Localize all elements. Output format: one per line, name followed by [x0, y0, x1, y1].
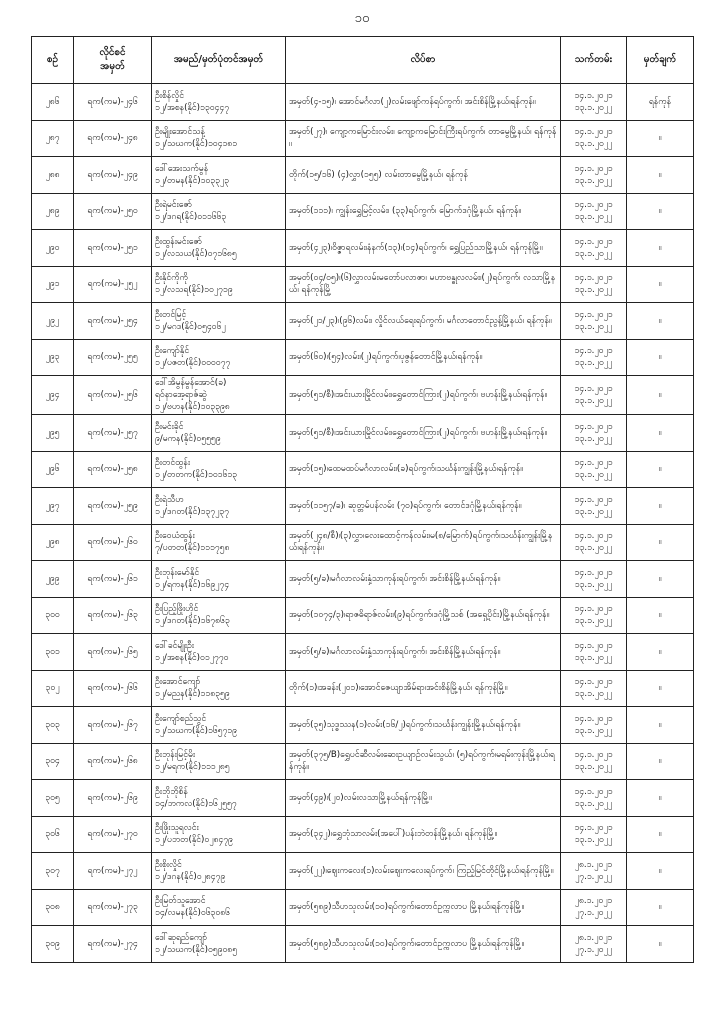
validity-cell [561, 303, 627, 340]
holder-nrc: ၇/ပတတ(နိုင်)၁၁၁၇၅၈ [155, 543, 230, 554]
validity-cell [561, 415, 627, 452]
header-address: လိပ်စာ [286, 37, 561, 84]
holder-nrc: ၁၂/ဒဂတ(နိုင်)၁၆၇၈၆၃ [155, 616, 230, 627]
license-number: ရက(ကမ)-၂၅၆ [74, 376, 152, 415]
table-row [32, 561, 694, 598]
address-text: အမှတ်(၁၅)၊ထေမထပ်မင်္ဂလာလမ်း၊(ခ)ရပ်ကွက်၊သင်္ဃန်းကျွန်းမြို့နယ်၊ရန်ကုန်။ [289, 464, 523, 475]
address-text: အမှတ်(၃၇၅/B)ရွှေပင်ဆီလမ်းဆေးဥယျာဉ်လမ်းသွယ်၊ (၅)ရပ်ကွက်၊မရမ်းကုန်းမြို့နယ်၊ရန်ကုန်။ [289, 750, 555, 773]
validity-cell [561, 524, 627, 561]
address-cell [286, 193, 561, 230]
holder-name: ဦးမင်းခိုင် [155, 421, 184, 432]
valid-from: ၁၄.၁.၂၀၂၁ [574, 346, 613, 357]
table-row [32, 707, 694, 744]
holder-cell [152, 451, 286, 488]
remark: ။ [627, 415, 694, 452]
license-number: ရက(ကမ)-၂၇၀ [74, 816, 152, 853]
holder-nrc: ၁၂/သဃက(နိုင်)၀၅၉၀၈၅ [155, 944, 238, 955]
address-text: အမှတ်(၁၁၅၇/ခ)၊ ဆုတ္တမ်ပန်လမ်း (၇၀)ရပ်ကွက်၊ တောင်ဒဂုံမြို့နယ်၊ရန်ကုန်။ [289, 500, 522, 511]
validity-cell [561, 816, 627, 853]
valid-from: ၁၄.၁.၂၀၂၁ [574, 421, 613, 432]
remark: ။ [627, 561, 694, 598]
table-row [32, 889, 694, 926]
valid-from: ၂၈.၁.၂၀၂၁ [574, 859, 613, 870]
address-cell [286, 853, 561, 890]
holder-name: ဦးတင်မြင့် [155, 309, 187, 320]
license-number: ရက(ကမ)-၂၅၈ [74, 451, 152, 488]
holder-nrc: ၉/မကန(နိုင်)၀၅၅၅၉ [155, 433, 221, 444]
address-text: အမှတ်(၅၈၉)သီဟသုလမ်း(၁၀)ရပ်ကွက်၊တောင်ဥက္ကလာပ မြို့နယ်၊ရန်ကုန်မြို့။ [289, 902, 525, 913]
remark: ။ [627, 193, 694, 230]
valid-from: ၁၄.၁.၂၀၂၁ [574, 750, 613, 761]
holder-cell [152, 339, 286, 376]
row-no: ၂၉၂ [32, 303, 74, 340]
row-no: ၃၀၉ [32, 926, 74, 963]
holder-nrc: ၁၂/ဒဂန(နိုင်)၀၂၈၄၇၉ [155, 871, 226, 882]
license-number: ရက(ကမ)-၂၅၂ [74, 266, 152, 303]
row-no: ၂၉၅ [32, 415, 74, 452]
table-row [32, 816, 694, 853]
address-cell [286, 120, 561, 157]
valid-from: ၁၄.၁.၂၀၂၁ [574, 309, 613, 320]
holder-nrc: ၁၂/လသယ(နိုင်)၀၇၁၆၈၅ [155, 248, 237, 259]
address-text: အမှတ်(၃၅)သုဒ္ဓဿန(၁)လမ်း(၁၆/၂)ရပ်ကွက်၊သင်္ဃန်းကျွန်းမြို့နယ်၊ရန်ကုန်။ [289, 719, 521, 730]
address-text: အမှတ်(၄၉)၊(၂၀)လမ်းလသာမြို့နယ်ရန်ကုန်မြို့။ [289, 792, 432, 803]
address-text: အမှတ်(၂၇)၊ ကျော့ကမြောင်းလမ်း၊ ကျော့ကမြောင်းကြီးရပ်ကွက်၊ တာမွေမြို့နယ်၊ ရန်ကုန်။ [289, 127, 557, 150]
valid-from: ၁၄.၁.၂၀၂၁ [574, 236, 613, 247]
row-no: ၂၈၆ [32, 84, 74, 121]
valid-from: ၁၄.၁.၂၀၂၁ [574, 273, 613, 284]
holder-cell [152, 266, 286, 303]
license-number: ရက(ကမ)-၂၅၁ [74, 230, 152, 267]
valid-to: ၁၃.၁.၂၀၂၂ [574, 543, 613, 554]
valid-to: ၁၃.၁.၂၀၂၂ [574, 762, 613, 773]
license-number: ရက(ကမ)-၂၆၆ [74, 670, 152, 707]
address-text: တိုက်(၁)၊အခန်း(၂၀၁)၊အောင်ဇေယျာအိမ်ရာ၊အင်းစိန်မြို့နယ်၊ ရန်ကုန်မြို့။ [289, 683, 508, 694]
holder-name: ဦးတင်ထွန်း [155, 458, 191, 469]
holder-name: ဦးရဲသီဟ [155, 494, 184, 505]
holder-name: ဦးအောင်ကျော် [155, 677, 201, 688]
valid-to: ၁၃.၁.၂၀၂၂ [574, 506, 613, 517]
validity-cell [561, 561, 627, 598]
address-text: အမှတ်(၁၀၇၄/၃)၊ရာဇဓိရာဇ်လမ်း၊(၉)ရပ်ကွက်၊ဒဂုံမြို့သစ် (အရှေ့ပိုင်း)မြို့နယ်၊ရန်ကုန်။ [289, 610, 550, 621]
holder-nrc: ၁၂/အစန(နိုင်)၁၃၀၄၄၇ [155, 102, 230, 113]
address-text: အမှတ်(၅/ခ)၊မင်္ဂလာလမ်းနှံ့သာကုန်းရပ်ကွက်၊ အင်းစိန်မြို့နယ်၊ရန်ကုန်။ [289, 646, 501, 657]
holder-name: ဦးနိုင်ကိုကို [155, 273, 188, 284]
row-no: ၃၀၁ [32, 634, 74, 671]
holder-name: ဦးမြတ်သူအောင် [155, 896, 206, 907]
valid-to: ၁၃.၁.၂၀၂၂ [574, 285, 613, 296]
row-no: ၂၉၆ [32, 451, 74, 488]
holder-cell [152, 707, 286, 744]
valid-from: ၂၈.၁.၂၀၂၁ [574, 896, 613, 907]
holder-cell [152, 193, 286, 230]
table-row [32, 230, 694, 267]
valid-to: ၁၃.၁.၂၀၂၂ [574, 321, 613, 332]
row-no: ၂၈၇ [32, 120, 74, 157]
validity-cell [561, 230, 627, 267]
holder-nrc: ၁၂/မညန(နိုင်)၁၁၈၃၅၉ [155, 689, 230, 700]
valid-from: ၁၄.၁.၂၀၂၁ [574, 567, 613, 578]
holder-cell [152, 597, 286, 634]
table-row [32, 266, 694, 303]
holder-cell [152, 561, 286, 598]
validity-cell [561, 853, 627, 890]
row-no: ၃၀၂ [32, 670, 74, 707]
valid-from: ၁၄.၁.၂၀၂၁ [574, 713, 613, 724]
holder-nrc: ၁၂/လသရ(နိုင်)၁၀၂၇၁၉ [155, 285, 233, 296]
holder-cell [152, 376, 286, 415]
address-text: အမှတ်(၄-၁၅)၊ အောင်မင်္ဂလာ(၂)လမ်းဖျော်ကန်ရပ်ကွက်၊ အင်းစိန်မြို့နယ်၊ရန်ကုန်။ [289, 96, 536, 107]
validity-cell [561, 707, 627, 744]
valid-to: ၁၃.၁.၂၀၂၂ [574, 139, 613, 150]
address-cell [286, 157, 561, 194]
holder-nrc: ၁၂/တမန(နိုင်)၁၀၃၃၂၃ [155, 175, 229, 186]
holder-name: ဦးစိုးလှိုင် [155, 859, 182, 870]
valid-to: ၂၇.၁.၂၀၂၂ [575, 908, 612, 919]
valid-from: ၁၄.၁.၂၀၂၁ [574, 677, 613, 688]
address-cell [286, 926, 561, 963]
remark: ။ [627, 303, 694, 340]
holder-cell [152, 670, 286, 707]
valid-from: ၂၈.၁.၂၀၂၁ [574, 932, 613, 943]
holder-cell [152, 926, 286, 963]
table-row [32, 926, 694, 963]
table-row [32, 670, 694, 707]
valid-from: ၁၄.၁.၂၀၂၁ [574, 531, 613, 542]
license-number: ရက(ကမ)-၂၆၉ [74, 780, 152, 817]
address-cell [286, 670, 561, 707]
valid-from: ၁၄.၁.၂၀၂၁ [574, 786, 613, 797]
header-remarks: မှတ်ချက် [627, 37, 694, 84]
address-text: တိုက်(၁၅/၁၆) (၄)လွှာ(၁၅၅) လမ်းတာမွေမြို့နယ်၊ ရန်ကုန် [289, 169, 468, 180]
holder-nrc: ၁၂/ရကန(နိုင်)၁၆၉၂၇၄ [155, 579, 230, 590]
address-cell [286, 339, 561, 376]
row-no: ၂၉၃ [32, 339, 74, 376]
valid-to: ၁၃.၁.၂၀၂၂ [574, 470, 613, 481]
address-text: အမှတ်(၂၁/၂၃)၊(၉၆)လမ်း၊ လှိုင်လယ်ရေးရပ်ကွက်၊ မင်္ဂလာတောင်ညွန့်မြို့နယ်၊ ရန်ကုန်။ [289, 315, 552, 326]
holder-name: ဦးရဲမင်းဇော် [155, 200, 193, 211]
holder-nrc: ၁၂/ပဇတ(နိုင်)၀၀၀၀၇၇ [155, 358, 231, 369]
remark: ။ [627, 816, 694, 853]
validity-cell [561, 926, 627, 963]
license-number: ရက(ကမ)-၂၄၈ [74, 120, 152, 157]
table-row [32, 853, 694, 890]
address-cell [286, 707, 561, 744]
table-row [32, 597, 694, 634]
remark: ။ [627, 780, 694, 817]
address-cell [286, 488, 561, 525]
validity-cell [561, 120, 627, 157]
address-text: အမှတ်(၀၄/၀၅)၊(၆)လွှာလမ်းမတော်ပလာဇာ၊ မဟာဗန္ဓုလလမ်း၊(၂)ရပ်ကွက်၊ လသာမြို့နယ်၊ ရန်ကုန်မြို့ [289, 273, 556, 296]
valid-to: ၁၃.၁.၂၀၂၂ [574, 652, 613, 663]
remark: ။ [627, 743, 694, 780]
holder-cell [152, 120, 286, 157]
valid-to: ၁၃.၁.၂၀၂၂ [574, 358, 613, 369]
table-row [32, 743, 694, 780]
address-cell [286, 303, 561, 340]
table-row [32, 634, 694, 671]
table-row [32, 193, 694, 230]
validity-cell [561, 634, 627, 671]
license-number: ရက(ကမ)-၂၇၄ [74, 926, 152, 963]
holder-name: ဦးကျော်စည်သွင် [155, 713, 207, 724]
address-cell [286, 376, 561, 415]
holder-name: ဦးဘိုဘိုစိန် [155, 786, 188, 797]
row-no: ၂၉၇ [32, 488, 74, 525]
address-text: အမှတ်(၅/ခ)၊မင်္ဂလာလမ်းနှံ့သာကုန်းရပ်ကွက်၊ အင်းစိန်မြို့နယ်၊ရန်ကုန်။ [289, 573, 501, 584]
address-cell [286, 743, 561, 780]
valid-from: ၁၄.၁.၂၀၂၁ [574, 604, 613, 615]
holder-nrc: ၁၂/အစန(နိုင်)၀၁၂၇၇၀ [155, 652, 229, 663]
valid-from: ၁၄.၁.၂၀၂၁ [574, 494, 613, 505]
valid-from: ၁၄.၁.၂၀၂၁ [574, 163, 613, 174]
valid-to: ၁၃.၁.၂၀၂၂ [574, 798, 613, 809]
holder-name: ဒေါ်ဆုရည်ကျော် [155, 932, 208, 943]
table-row [32, 488, 694, 525]
remark: ။ [627, 230, 694, 267]
validity-cell [561, 597, 627, 634]
remark: ။ [627, 524, 694, 561]
address-cell [286, 524, 561, 561]
holder-name: ဒေါ်ခင်မျိုးဦး [155, 640, 194, 651]
row-no: ၃၀၀ [32, 597, 74, 634]
header-name: အမည်/မှတ်ပုံတင်အမှတ် [152, 37, 286, 84]
remark: ။ [627, 120, 694, 157]
license-number: ရက(ကမ)-၂၄၉ [74, 157, 152, 194]
row-no: ၂၈၉ [32, 193, 74, 230]
remark: ရန်ကုန် [627, 84, 694, 121]
remark: ။ [627, 339, 694, 376]
holder-nrc: ၁၂/တတက(နိုင်)၁၀၁၆၁၃ [155, 470, 238, 481]
row-no: ၃၀၃ [32, 707, 74, 744]
valid-to: ၁၃.၁.၂၀၂၂ [574, 725, 613, 736]
table-row [32, 376, 694, 415]
remark: ။ [627, 926, 694, 963]
address-text: အမှတ်(၅၁/စီ)၊အင်းယားမြိုင်လမ်း၊ရွှေတောင်ကြား(၂)ရပ်ကွက်၊ ဗဟန်းမြို့နယ်၊ရန်ကုန်။ [289, 427, 548, 438]
holder-name: ဦးထွန်းမင်းဇော် [155, 236, 203, 247]
validity-cell [561, 376, 627, 415]
holder-cell [152, 816, 286, 853]
holder-nrc: ၁၂/ဒဂတ(နိုင်)၁၃၇၂၃၇ [155, 506, 230, 517]
valid-to: ၁၃.၁.၂၀၂၂ [574, 212, 613, 223]
address-cell [286, 889, 561, 926]
validity-cell [561, 670, 627, 707]
holder-name: ဦးဘုန်းမော်နိုင် [155, 567, 200, 578]
holder-cell [152, 303, 286, 340]
holder-cell [152, 853, 286, 890]
holder-name: ဦးမျိုးအောင်သန့် [155, 127, 205, 138]
holder-cell [152, 415, 286, 452]
address-text: အမှတ်(၃၄၂)၊ရွှေဘုံသာလမ်း(အပေါ်)ပန်းဘဲတန်းမြို့နယ်၊ ရန်ကုန်မြို့။ [289, 829, 498, 840]
license-number: ရက(ကမ)-၂၅၇ [74, 415, 152, 452]
holder-nrc: ၁၂/ဒဂရ(နိုင်)၀၁၁၆၆၃ [155, 212, 227, 223]
valid-to: ၁၃.၁.၂၀၂၂ [574, 579, 613, 590]
address-text: အမှတ်(၄၂၃)၊ဝိဇ္ဇာရလမ်း၊နံနက်(၁၃)၊(၁၄)ရပ်ကွက်၊ ရွှေပြည်သာမြို့နယ်၊ ရန်ကုန်မြို့။ [289, 242, 543, 253]
row-no: ၂၈၈ [32, 157, 74, 194]
remark: ။ [627, 707, 694, 744]
address-cell [286, 597, 561, 634]
table-row [32, 84, 694, 121]
header-license-no [74, 37, 152, 84]
remark: ။ [627, 889, 694, 926]
holder-nrc: ၁၂/မရက(နိုင်)၁၁၁၂၈၅ [155, 762, 230, 773]
holder-name: ဦးဘုန်းမြင့်မိုး [155, 750, 196, 761]
header-no: စဉ် [32, 37, 74, 84]
address-text: အမှတ်(၁၁၁)၊ ကျွန်းရွှေမြင့်လမ်း၊ (၃၃)ရပ်ကွက်၊ မြောက်ဒဂုံမြို့နယ်၊ ရန်ကုန်။ [289, 206, 522, 217]
holder-cell [152, 743, 286, 780]
table-row [32, 120, 694, 157]
license-number: ရက(ကမ)-၂၇၂ [74, 853, 152, 890]
valid-from: ၁၄.၁.၂၀၂၁ [574, 458, 613, 469]
license-number: ရက(ကမ)-၂၇၃ [74, 889, 152, 926]
table-row [32, 780, 694, 817]
header-validity: သက်တမ်း [561, 37, 627, 84]
remark: ။ [627, 597, 694, 634]
holder-nrc: ၁၄/ဘကလ(နိုင်)၁၆၂၅၅၇ [155, 798, 237, 809]
validity-cell [561, 266, 627, 303]
valid-to: ၂၇.၁.၂၀၂၂ [575, 871, 612, 882]
holder-nrc: ၁၂/မဂဒ(နိုင်)၀၅၄၀၆၂ [155, 321, 226, 332]
license-number: ရက(ကမ)-၂၅၅ [74, 339, 152, 376]
validity-cell [561, 743, 627, 780]
row-no: ၃၀၆ [32, 816, 74, 853]
remark: ။ [627, 376, 694, 415]
validity-cell [561, 451, 627, 488]
valid-to: ၁၃.၁.၂၀၂၂ [574, 433, 613, 444]
holder-cell [152, 230, 286, 267]
valid-to: ၂၇.၁.၂၀၂၂ [575, 944, 612, 955]
holder-nrc: ၁၂/သဃက(နိုင်)၁၆၅၇၁၉ [155, 725, 237, 736]
holder-cell [152, 157, 286, 194]
holder-cell [152, 889, 286, 926]
valid-from: ၁၄.၁.၂၀၂၁ [574, 200, 613, 211]
validity-cell [561, 84, 627, 121]
address-text: အမှတ်(၂၂)၊ဈေးကလေး(၁)လမ်းဈေးကလေးရပ်ကွက်၊ ကြည့်မြင်တိုင်မြို့နယ်၊ရန်ကုန်မြို့။ [289, 865, 554, 876]
holder-cell [152, 488, 286, 525]
valid-to: ၁၃.၁.၂၀၂၂ [574, 248, 613, 259]
holder-nrc: ၁၂/ပဘတ(နိုင်)၀၂၈၄၇၉ [155, 835, 233, 846]
row-no: ၂၉၉ [32, 561, 74, 598]
validity-cell [561, 889, 627, 926]
license-number: ရက(ကမ)-၂၆၁ [74, 561, 152, 598]
row-no: ၂၉၁ [32, 266, 74, 303]
license-number: ရက(ကမ)-၂၆၇ [74, 707, 152, 744]
address-cell [286, 230, 561, 267]
address-cell [286, 84, 561, 121]
header-license-label: လိုင်စင် အမှတ် [99, 47, 126, 72]
remark: ။ [627, 451, 694, 488]
table-row [32, 157, 694, 194]
address-text: အမှတ်(၅၈၉)သီဟသုလမ်း(၁၀)ရပ်ကွက်၊တောင်ဥက္ကလာပ မြို့နယ်၊ရန်ကုန်မြို့။ [289, 938, 525, 949]
license-number: ရက(ကမ)-၂၆၀ [74, 524, 152, 561]
holder-cell [152, 780, 286, 817]
row-no: ၃၀၅ [32, 780, 74, 817]
valid-from: ၁၄.၁.၂၀၂၁ [574, 90, 613, 101]
valid-to: ၁၃.၁.၂၀၂၂ [574, 175, 613, 186]
table-header-row [32, 37, 694, 84]
address-cell [286, 415, 561, 452]
validity-cell [561, 488, 627, 525]
remark: ။ [627, 157, 694, 194]
holder-name: ဦးပြည့်ဖြိုးဟိုင် [155, 604, 199, 615]
holder-nrc: ၁၂/သဃက(နိုင်)၁၀၄၁၈၁ [155, 139, 238, 150]
address-text: အမှတ်(၆၀)၊(၅၄)လမ်း၊(၂)ရပ်ကွက်၊ပုဇွန်တောင်မြို့နယ်၊ရန်ကုန်။ [289, 352, 483, 363]
license-number: ရက(ကမ)-၂၅၀ [74, 193, 152, 230]
table-row [32, 451, 694, 488]
row-no: ၃၀၄ [32, 743, 74, 780]
license-number: ရက(ကမ)-၂၆၅ [74, 634, 152, 671]
license-number: ရက(ကမ)-၂၄၆ [74, 84, 152, 121]
address-cell [286, 816, 561, 853]
holder-cell [152, 524, 286, 561]
row-no: ၃၀၈ [32, 889, 74, 926]
valid-from: ၁၄.၁.၂၀၂၁ [574, 127, 613, 138]
holder-name: ဒေါ်အိမွန်မွန်အောင်(ခ) [155, 378, 227, 388]
row-no: ၂၉၈ [32, 524, 74, 561]
holder-cell [152, 634, 286, 671]
holder-name: ဦးဖြိုးသူရလင်း [155, 823, 199, 834]
validity-cell [561, 339, 627, 376]
address-cell [286, 561, 561, 598]
holder-cell [152, 84, 286, 121]
holder-nrc: ၁၄/လမန(နိုင်)၀၆၃၀၈၆ [155, 908, 230, 919]
holder-nrc: ရဝ်နာအေ့ရာဇ်ဆွဲ ၁၂/ဗဟန(နိုင်)၁၀၃၃၉၈ [155, 390, 230, 412]
holder-name: ဒေါ်အေးသက်မွန် [155, 163, 209, 174]
license-register-table [31, 36, 694, 963]
license-number: ရက(ကမ)-၂၆၃ [74, 597, 152, 634]
page-number: ၁၀ [354, 11, 370, 26]
license-number: ရက(ကမ)-၂၆၈ [74, 743, 152, 780]
remark: ။ [627, 488, 694, 525]
address-text: အမှတ်(၂၄၈/စီ)၊(၃)လွှာ၊လေးထောင့်ကန်လမ်း၊မ(၈/မြောက်)ရပ်ကွက်၊သင်္ဃန်းကျွန်းမြို့နယ်၊ရန်ကုန်။ [289, 531, 553, 554]
address-cell [286, 634, 561, 671]
table-row [32, 524, 694, 561]
row-no: ၂၉၀ [32, 230, 74, 267]
holder-name: ဦးဝေယံထွန်း [155, 531, 195, 542]
valid-to: ၁၃.၁.၂၀၂၂ [574, 689, 613, 700]
remark: ။ [627, 853, 694, 890]
address-cell [286, 451, 561, 488]
address-text: အမှတ်(၅၁/စီ)၊အင်းယားမြိုင်လမ်း၊ရွှေတောင်ကြား(၂)ရပ်ကွက်၊ ဗဟန်းမြို့နယ်၊ရန်ကုန်။ [289, 390, 548, 400]
holder-name: ဦးကျော်နိုင် [155, 346, 190, 357]
address-cell [286, 780, 561, 817]
row-no: ၃၀၇ [32, 853, 74, 890]
table-row [32, 339, 694, 376]
row-no: ၂၉၄ [32, 376, 74, 415]
valid-from: ၁၄.၁.၂၀၂၁ [574, 823, 613, 834]
valid-from: ၁၄.၁.၂၀၂၁ [574, 384, 613, 394]
table-row [32, 415, 694, 452]
address-cell [286, 266, 561, 303]
valid-to: ၁၃.၁.၂၀၂၂ [574, 102, 613, 113]
validity-cell [561, 157, 627, 194]
table-row [32, 303, 694, 340]
license-number: ရက(ကမ)-၂၅၉ [74, 488, 152, 525]
valid-to: ၁၃.၁.၂၀၂၂ [574, 835, 613, 846]
validity-cell [561, 193, 627, 230]
remark: ။ [627, 266, 694, 303]
remark: ။ [627, 670, 694, 707]
valid-from: ၁၄.၁.၂၀၂၁ [574, 640, 613, 651]
valid-to: ၁၃.၁.၂၀၂၂ [574, 396, 613, 406]
remark: ။ [627, 634, 694, 671]
valid-to: ၁၃.၁.၂၀၂၂ [574, 616, 613, 627]
license-number: ရက(ကမ)-၂၅၄ [74, 303, 152, 340]
holder-name: ဦးစိန်လှိုင် [155, 90, 185, 101]
validity-cell [561, 780, 627, 817]
